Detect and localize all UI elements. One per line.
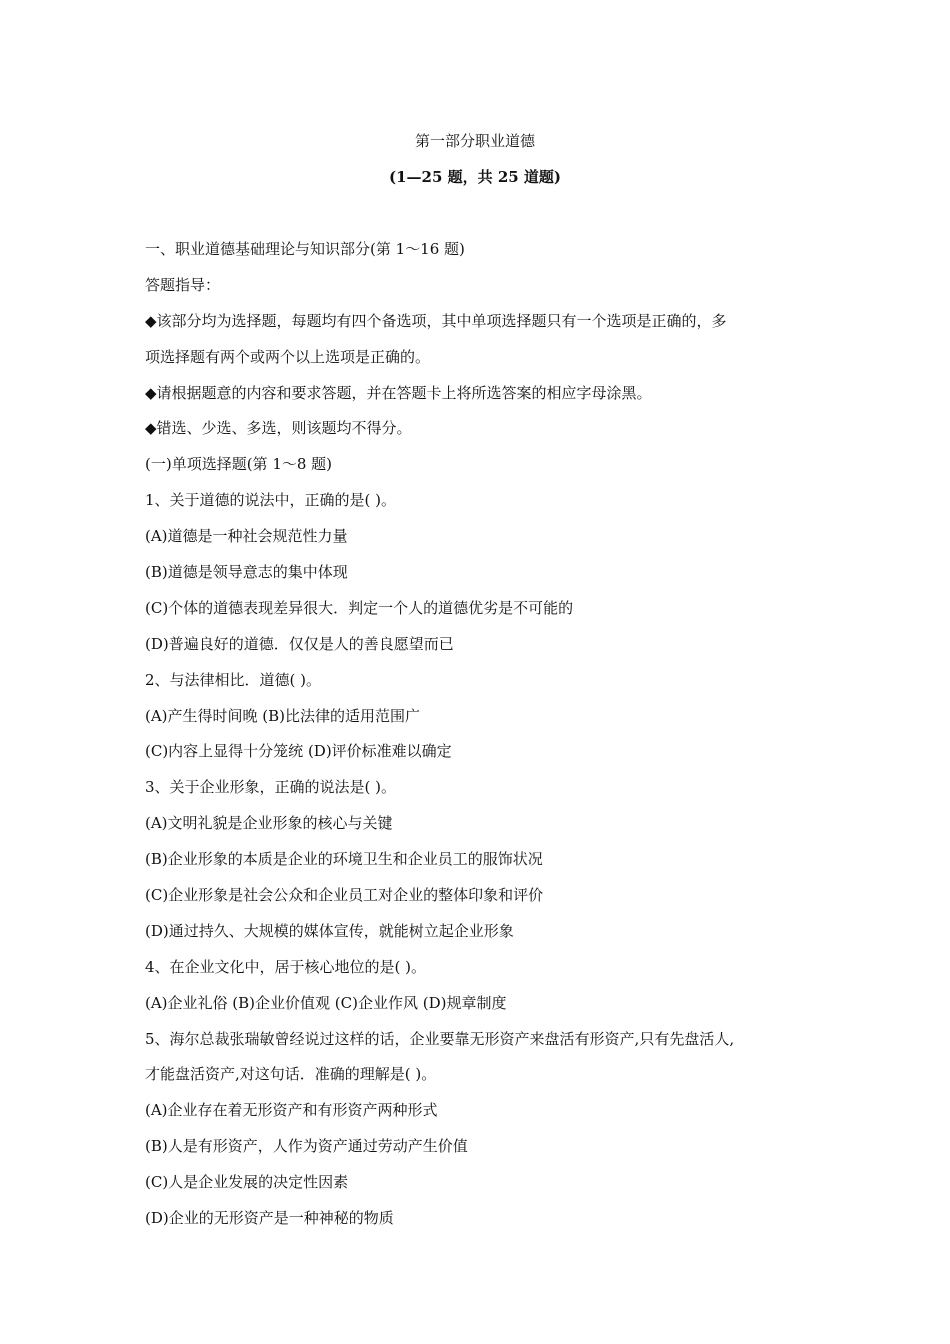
answer-option: (C)内容上显得十分笼统 (D)评价标准难以确定 (145, 742, 452, 761)
question-stem: 5、海尔总裁张瑞敏曾经说过这样的话，企业要靠无形资产来盘活有形资产,只有先盘活人, (145, 1029, 735, 1048)
question-stem: 2、与法律相比．道德( )。 (145, 670, 322, 689)
question-stem: 3、关于企业形象，正确的说法是( )。 (145, 778, 397, 797)
page-title: 第一部分职业道德 (414, 132, 535, 150)
answer-option: (D)普遍良好的道德．仅仅是人的善良愿望而已 (145, 634, 454, 653)
answer-option: (A)企业存在着无形资产和有形资产两种形式 (145, 1101, 438, 1120)
answer-option: (B)人是有形资产，人作为资产通过劳动产生价值 (145, 1137, 468, 1156)
answer-option: (A)产生得时间晚 (B)比法律的适用范围广 (145, 706, 421, 725)
guide-item: ◆错选、少选、多选，则该题均不得分。 (145, 419, 412, 438)
answer-option: (B)道德是领导意志的集中体现 (145, 563, 348, 582)
answer-option: (D)通过持久、大规模的媒体宣传，就能树立起企业形象 (145, 921, 514, 940)
guide-label: 答题指导： (145, 275, 221, 294)
answer-option: (B)企业形象的本质是企业的环境卫生和企业员工的服饰状况 (145, 850, 543, 869)
document-body (145, 237, 815, 1242)
answer-option: (C)人是企业发展的决定性因素 (145, 1173, 349, 1192)
subsection-heading: (一)单项选择题(第 1～8 题) (145, 455, 333, 474)
section-heading: 一、职业道德基础理论与知识部分(第 1～16 题) (145, 240, 465, 258)
guide-item: ◆请根据题意的内容和要求答题，并在答题卡上将所选答案的相应字母涂黑。 (145, 383, 652, 402)
answer-option: (A)道德是一种社会规范性力量 (145, 527, 348, 546)
answer-option: (A)企业礼俗 (B)企业价值观 (C)企业作风 (D)规章制度 (145, 993, 507, 1012)
guide-item-continued: 项选择题有两个或两个以上选项是正确的。 (145, 347, 431, 366)
question-stem: 4、在企业文化中，居于核心地位的是( )。 (145, 957, 427, 976)
page-subtitle: (1—25 题，共 25 道题) (388, 168, 562, 186)
question-stem-continued: 才能盘活资产,对这句话．准确的理解是( )。 (145, 1065, 437, 1084)
question-stem: 1、关于道德的说法中，正确的是( )。 (145, 491, 397, 510)
answer-option: (C)企业形象是社会公众和企业员工对企业的整体印象和评价 (145, 886, 544, 905)
guide-item: ◆该部分均为选择题，每题均有四个备选项，其中单项选择题只有一个选项是正确的，多 (145, 311, 727, 330)
answer-option: (D)企业的无形资产是一种神秘的物质 (145, 1209, 394, 1228)
answer-option: (A)文明礼貌是企业形象的核心与关键 (145, 814, 393, 833)
answer-option: (C)个体的道德表现差异很大．判定一个人的道德优劣是不可能的 (145, 598, 574, 617)
